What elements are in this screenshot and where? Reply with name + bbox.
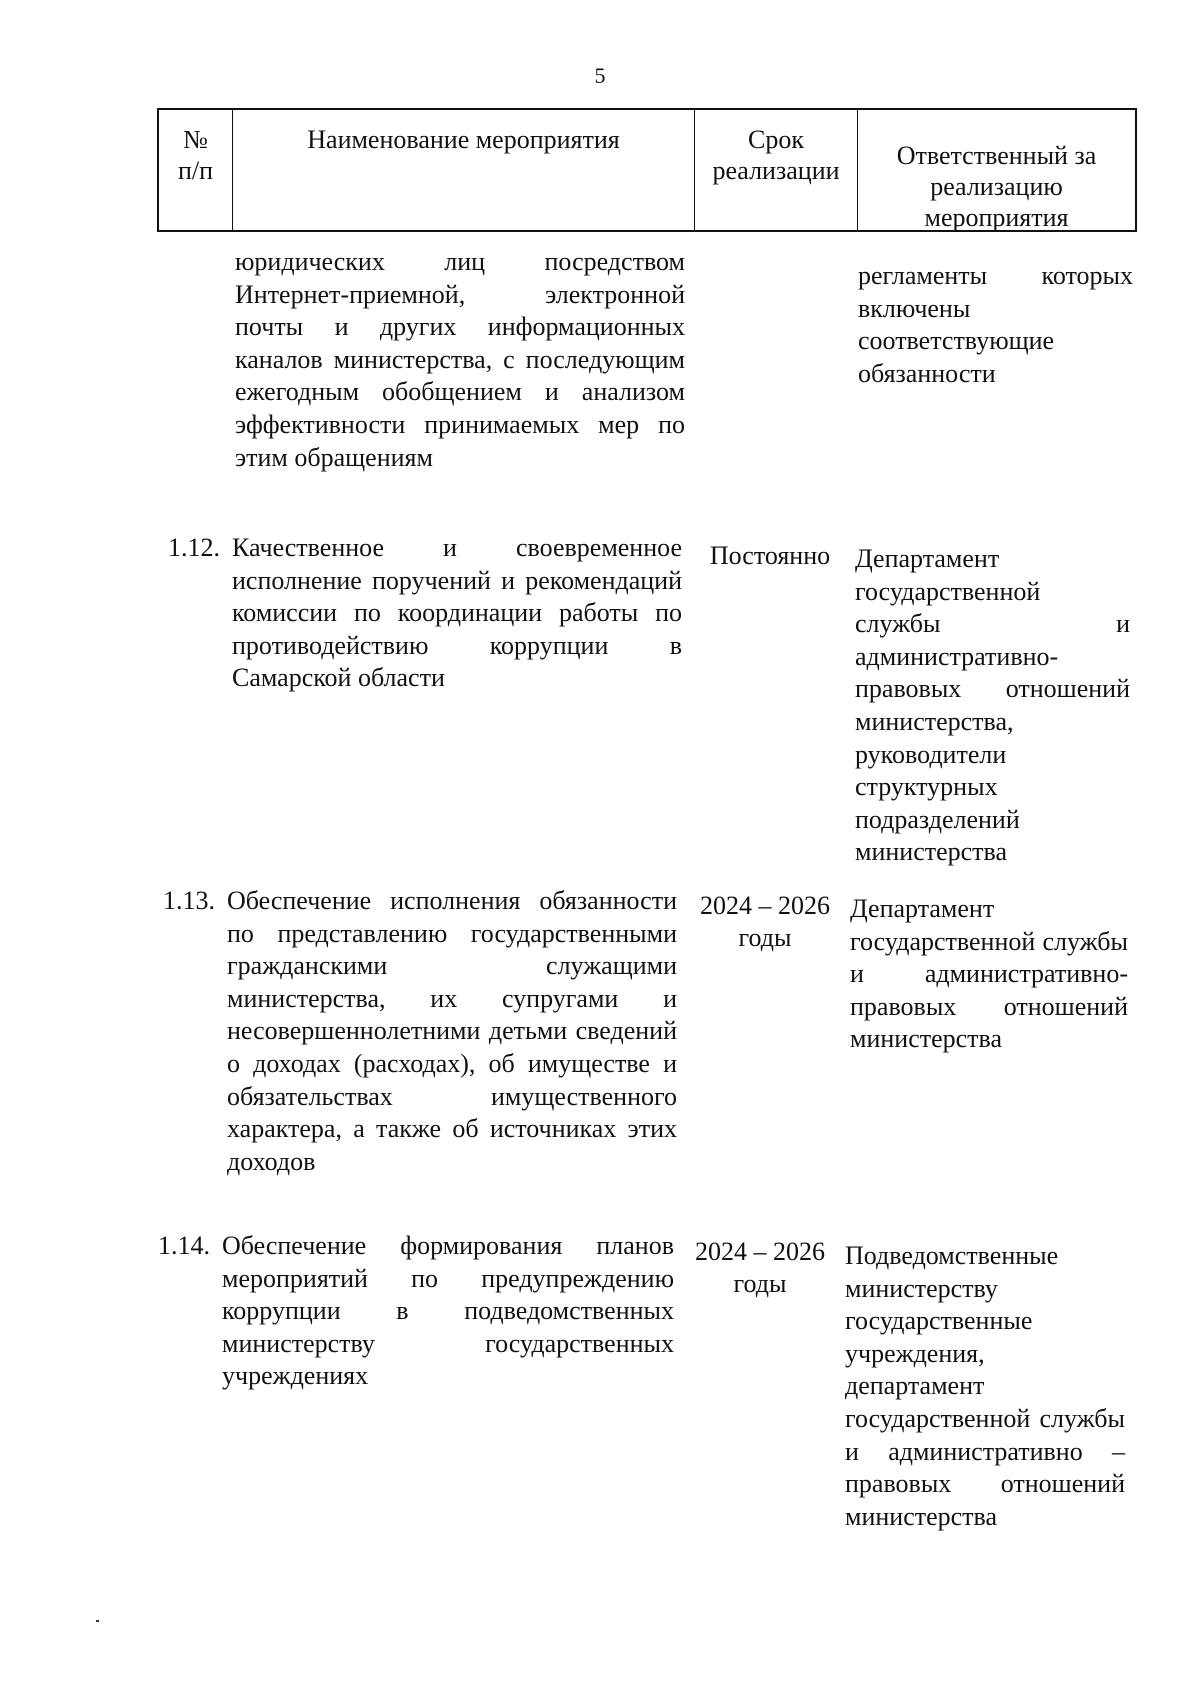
row-number: 1.14. bbox=[158, 1231, 210, 1260]
row-responsible: Департамент государственной службы и административно-правовых отношений министерства bbox=[850, 894, 1128, 1054]
row-number: 1.12. bbox=[168, 533, 220, 562]
header-col-responsible: Ответственный за реализацию мероприятия bbox=[896, 141, 1097, 232]
page-number: 5 bbox=[594, 63, 606, 88]
row-number: 1.13. bbox=[163, 886, 215, 915]
header-col-number: № п/п bbox=[159, 110, 233, 230]
row-name: Обеспечение исполнения обязанности по представлению государственными гражданскими служащими министерства, их супругами и несовершеннолетними детьми сведений о доходах (расходах), об имуществе и обязательствах имущественного характера, а также об источниках этих доходов bbox=[227, 886, 677, 1176]
row-responsible: Департамент государственной службы и административно-правовых отношений министерства, руководители структурных подразделений министерства bbox=[855, 544, 1130, 867]
scan-speck bbox=[96, 1620, 99, 1622]
row-name: Качественное и своевременное исполнение поручений и рекомендаций комиссии по координации работы по противодействию коррупции в Самарской области bbox=[232, 533, 682, 693]
row-responsible: регламенты которых включены соответствующие обязанности bbox=[858, 261, 1133, 388]
row-responsible: Подведомственные министерству государственные учреждения, департамент государственной службы и административно – правовых отношений министерства bbox=[845, 1241, 1125, 1531]
header-col-name: Наименование мероприятия bbox=[233, 110, 695, 230]
row-term: Постоянно bbox=[709, 541, 831, 570]
row-name: юридических лиц посредством Интернет-приемной, электронной почты и других информационных каналов министерства, с последующим ежегодным обобщением и анализом эффективности принимаемых мер по этим обращениям bbox=[235, 247, 685, 472]
row-term: 2024 – 2026 годы bbox=[695, 1237, 825, 1298]
row-term: 2024 – 2026 годы bbox=[700, 891, 830, 952]
header-col-term: Срок реализации bbox=[695, 110, 858, 230]
row-name: Обеспечение формирования планов мероприятий по предупреждению коррупции в подведомственных министерству государственных учреждениях bbox=[222, 1231, 674, 1391]
table-header bbox=[157, 108, 1137, 232]
